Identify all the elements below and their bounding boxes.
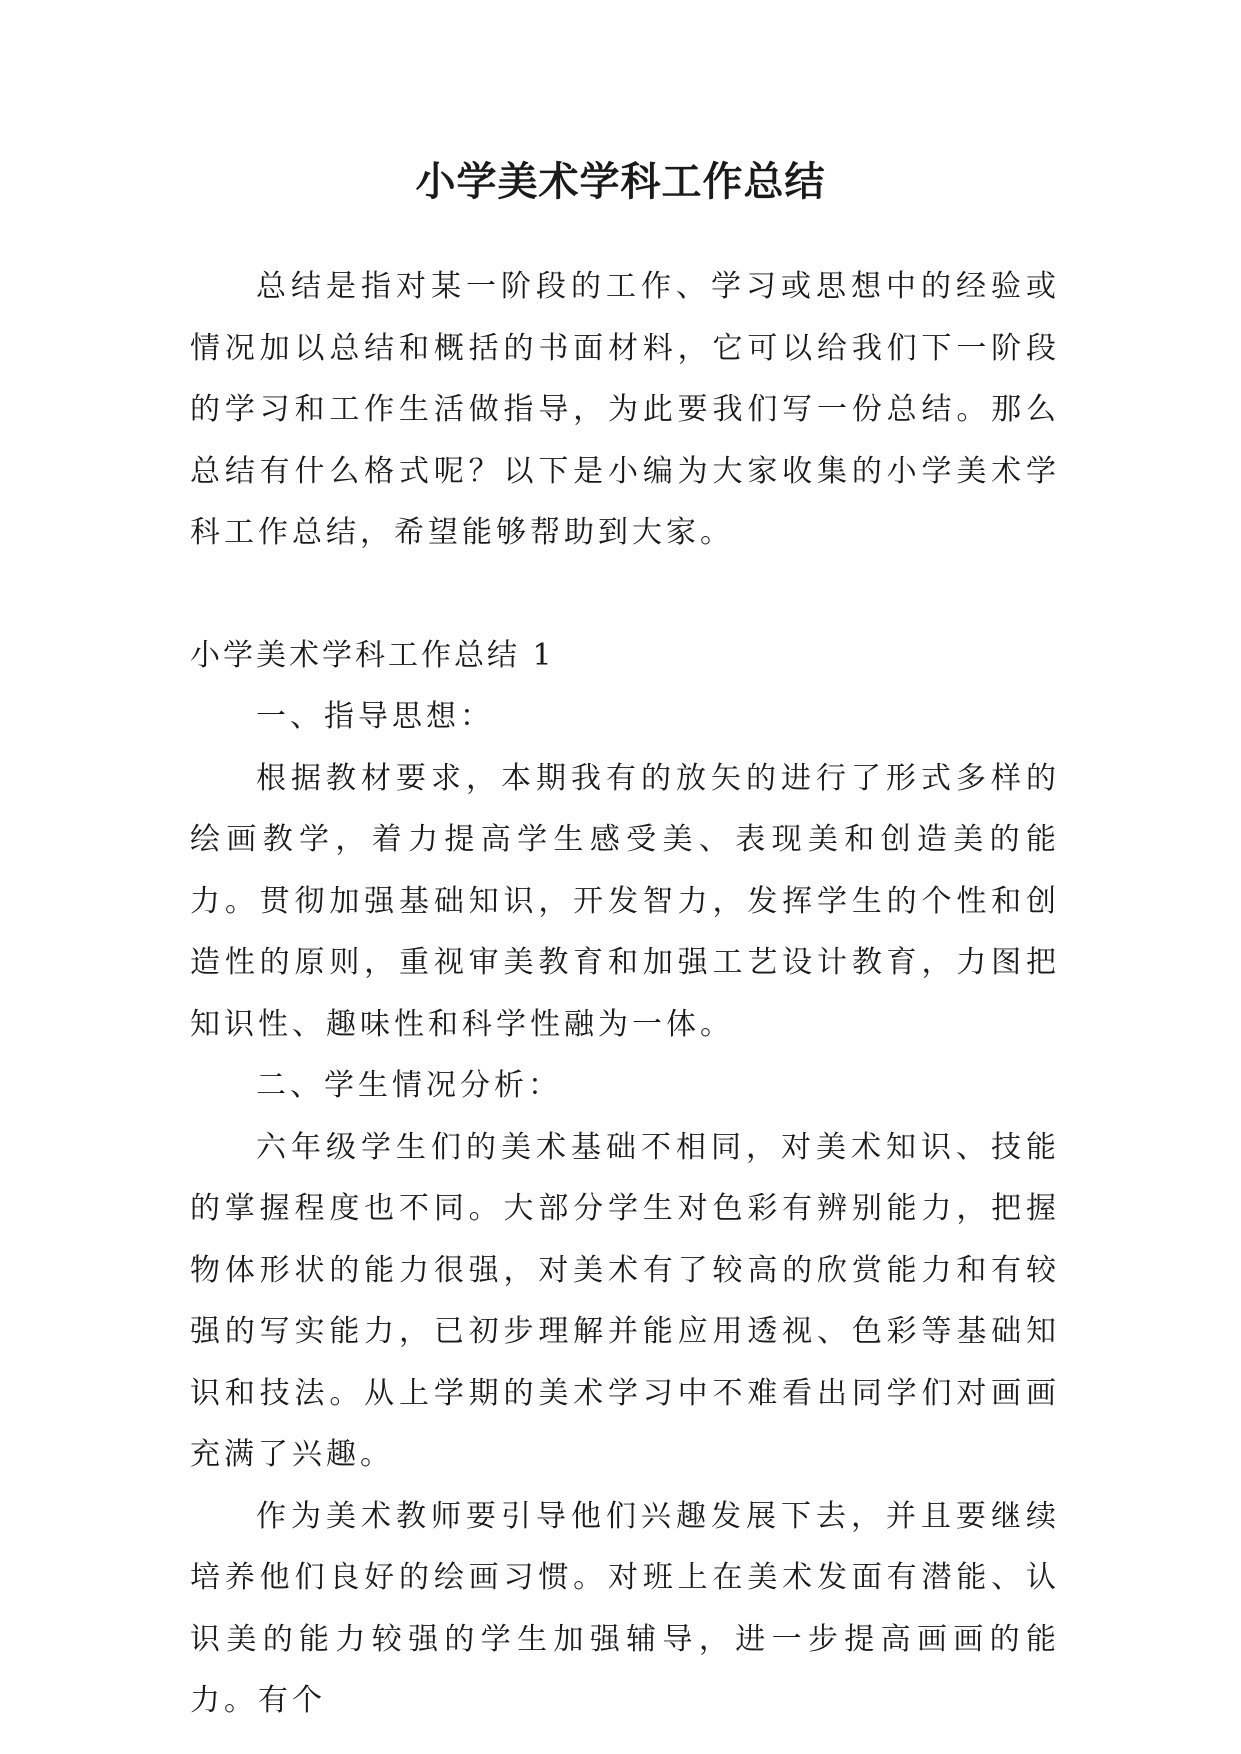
heading-guiding-thought: 一、指导思想：	[256, 699, 494, 734]
document-title: 小学美术学科工作总结	[415, 159, 826, 205]
intro-paragraph: 总结是指对某一阶段的工作、学习或思想中的经验或情况加以总结和概括的书面材料，它可以给我们下一阶段的学习和工作生活做指导，为此要我们写一份总结。那么总结有什么格式呢？以下是小编为大家收集的小学美术学科工作总结，希望能够帮助到大家。	[190, 269, 1060, 550]
heading-student-analysis: 二、学生情况分析：	[256, 1068, 562, 1103]
paragraph-guiding-thought: 根据教材要求，本期我有的放矢的进行了形式多样的绘画教学，着力提高学生感受美、表现美和创造美的能力。贯彻加强基础知识，开发智力，发挥学生的个性和创造性的原则，重视审美教育和加强工艺设计教育，力图把知识性、趣味性和科学性融为一体。	[190, 760, 1060, 1042]
section-title: 小学美术学科工作总结 1	[190, 637, 555, 673]
paragraph-teacher-role: 作为美术教师要引导他们兴趣发展下去，并且要继续培养他们良好的绘画习惯。对班上在美术发面有潜能、认识美的能力较强的学生加强辅导，进一步提高画画的能力。有个	[190, 1498, 1060, 1718]
document-body	[190, 256, 1060, 1732]
paragraph-student-analysis: 六年级学生们的美术基础不相同，对美术知识、技能的掌握程度也不同。大部分学生对色彩有辨别能力，把握物体形状的能力很强，对美术有了较高的欣赏能力和有较强的写实能力，已初步理解并能应用透视、色彩等基础知识和技法。从上学期的美术学习中不难看出同学们对画画充满了兴趣。	[190, 1129, 1060, 1472]
